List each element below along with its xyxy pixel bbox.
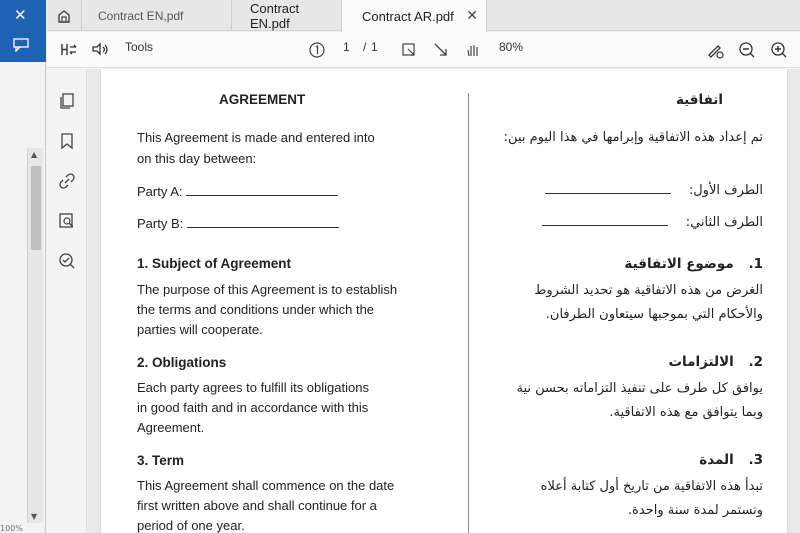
party-a-row bbox=[137, 182, 338, 202]
arabic-section-number: 2. bbox=[748, 354, 763, 370]
page-number-icon bbox=[307, 40, 327, 60]
zoom-in-icon[interactable] bbox=[769, 40, 789, 60]
find-replace-icon[interactable] bbox=[57, 251, 77, 271]
arabic-section-number: 1. bbox=[748, 256, 763, 272]
arabic-party-a-row bbox=[545, 181, 763, 201]
party-b-row bbox=[137, 214, 339, 234]
tab-contract-ar[interactable] bbox=[341, 0, 487, 32]
annotate-icon[interactable] bbox=[705, 40, 725, 60]
tab-label: Contract AR.pdf bbox=[362, 8, 454, 24]
pages-icon[interactable] bbox=[57, 91, 77, 111]
bookmark-icon[interactable] bbox=[57, 131, 77, 151]
arabic-intro-line: تم إعداد هذه الاتفاقية وإبرامها في هذا اليوم بين: bbox=[503, 130, 763, 145]
left-pane-scrollbar[interactable] bbox=[27, 148, 43, 523]
scroll-up-icon[interactable]: ▲ bbox=[31, 150, 38, 159]
fit-page-icon[interactable] bbox=[399, 40, 419, 60]
text-direction-icon[interactable] bbox=[59, 40, 79, 60]
party-a-label: Party A: bbox=[137, 184, 183, 199]
arabic-section-line: وبما يتوافق مع هذه الاتفاقية. bbox=[609, 405, 763, 420]
toolbar bbox=[47, 32, 800, 68]
tab-label: Contract EN.pdf bbox=[250, 0, 300, 31]
section-line: period of one year. bbox=[137, 518, 245, 533]
search-page-icon[interactable] bbox=[57, 211, 77, 231]
arabic-section-heading bbox=[668, 352, 763, 372]
side-panel-header bbox=[0, 0, 46, 62]
tab-home[interactable] bbox=[47, 0, 81, 31]
section-heading: 2. Obligations bbox=[137, 355, 227, 370]
arabic-party-a-blank bbox=[545, 182, 671, 194]
english-intro-line: This Agreement is made and entered into bbox=[137, 130, 375, 145]
tools-menu[interactable]: Tools bbox=[125, 40, 154, 54]
side-toolbar bbox=[47, 69, 87, 533]
home-icon bbox=[56, 8, 72, 24]
read-aloud-icon[interactable] bbox=[91, 40, 111, 60]
arabic-party-b-blank bbox=[542, 214, 668, 226]
hand-icon[interactable] bbox=[463, 40, 483, 60]
arabic-section-line: الغرض من هذه الاتفاقية هو تحديد الشروط bbox=[534, 283, 763, 298]
arabic-section-line: والأحكام التي بموجبها سيتعاون الطرفان. bbox=[545, 307, 763, 322]
column-divider bbox=[468, 93, 469, 533]
pdf-page bbox=[100, 69, 788, 533]
tab-label: Contract EN,pdf bbox=[98, 8, 184, 23]
arabic-section-heading bbox=[699, 450, 763, 470]
zoom-out-icon[interactable] bbox=[737, 40, 757, 60]
select-pointer-icon[interactable] bbox=[431, 40, 451, 60]
section-line: parties will cooperate. bbox=[137, 322, 263, 337]
close-icon[interactable]: ✕ bbox=[14, 6, 27, 24]
arabic-section-line: تبدأ هذه الاتفاقية من تاريخ أول كتابة أعلاه bbox=[540, 479, 763, 494]
close-tab-icon[interactable]: ✕ bbox=[466, 7, 478, 23]
left-pane-zoom-label: 100% bbox=[0, 524, 23, 533]
section-heading: 1. Subject of Agreement bbox=[137, 256, 292, 271]
section-heading: 3. Term bbox=[137, 453, 185, 468]
party-b-label: Party B: bbox=[137, 216, 184, 231]
section-line: This Agreement shall commence on the date bbox=[137, 478, 395, 493]
arabic-party-a-label: الطرف الأول: bbox=[688, 183, 763, 198]
link-icon[interactable] bbox=[57, 171, 77, 191]
arabic-section-title: الالتزامات bbox=[668, 354, 734, 370]
section-line: Each party agrees to fulfill its obligations bbox=[137, 380, 369, 395]
english-title: AGREEMENT bbox=[219, 92, 306, 107]
section-line: the terms and conditions under which the bbox=[137, 302, 375, 317]
arabic-section-title: موضوع الاتفاقية bbox=[624, 256, 734, 272]
scrollbar-thumb[interactable] bbox=[31, 166, 41, 250]
arabic-section-number: 3. bbox=[748, 452, 763, 468]
tab-contract-en-1[interactable] bbox=[81, 0, 231, 31]
page-separator: / bbox=[363, 40, 367, 54]
section-line: The purpose of this Agreement is to establish bbox=[137, 282, 398, 297]
english-intro-line: on this day between: bbox=[137, 151, 257, 166]
arabic-party-b-row bbox=[542, 213, 763, 233]
party-a-blank bbox=[186, 184, 338, 196]
left-pane bbox=[0, 0, 46, 533]
page-current-input[interactable]: 1 bbox=[343, 40, 350, 54]
scroll-down-icon[interactable]: ▼ bbox=[31, 512, 38, 521]
arabic-title: اتفاقية bbox=[675, 92, 723, 108]
section-line: first written above and shall continue for a bbox=[137, 498, 377, 513]
party-b-blank bbox=[187, 216, 339, 228]
arabic-section-heading bbox=[624, 254, 763, 274]
arabic-section-line: وتستمر لمدة سنة واحدة. bbox=[627, 503, 763, 518]
zoom-level[interactable]: 80% bbox=[499, 40, 524, 54]
section-line: Agreement. bbox=[137, 420, 205, 435]
tab-bar bbox=[47, 0, 800, 31]
arabic-section-line: يوافق كل طرف على تنفيذ التزاماته بحسن نية bbox=[516, 381, 763, 396]
arabic-party-b-label: الطرف الثاني: bbox=[685, 215, 763, 230]
comment-icon[interactable] bbox=[13, 38, 29, 52]
tab-contract-en-2[interactable] bbox=[231, 0, 341, 31]
page-total: 1 bbox=[371, 40, 378, 54]
arabic-section-title: المدة bbox=[699, 452, 734, 468]
document-view[interactable] bbox=[88, 69, 800, 533]
section-line: in good faith and in accordance with this bbox=[137, 400, 369, 415]
